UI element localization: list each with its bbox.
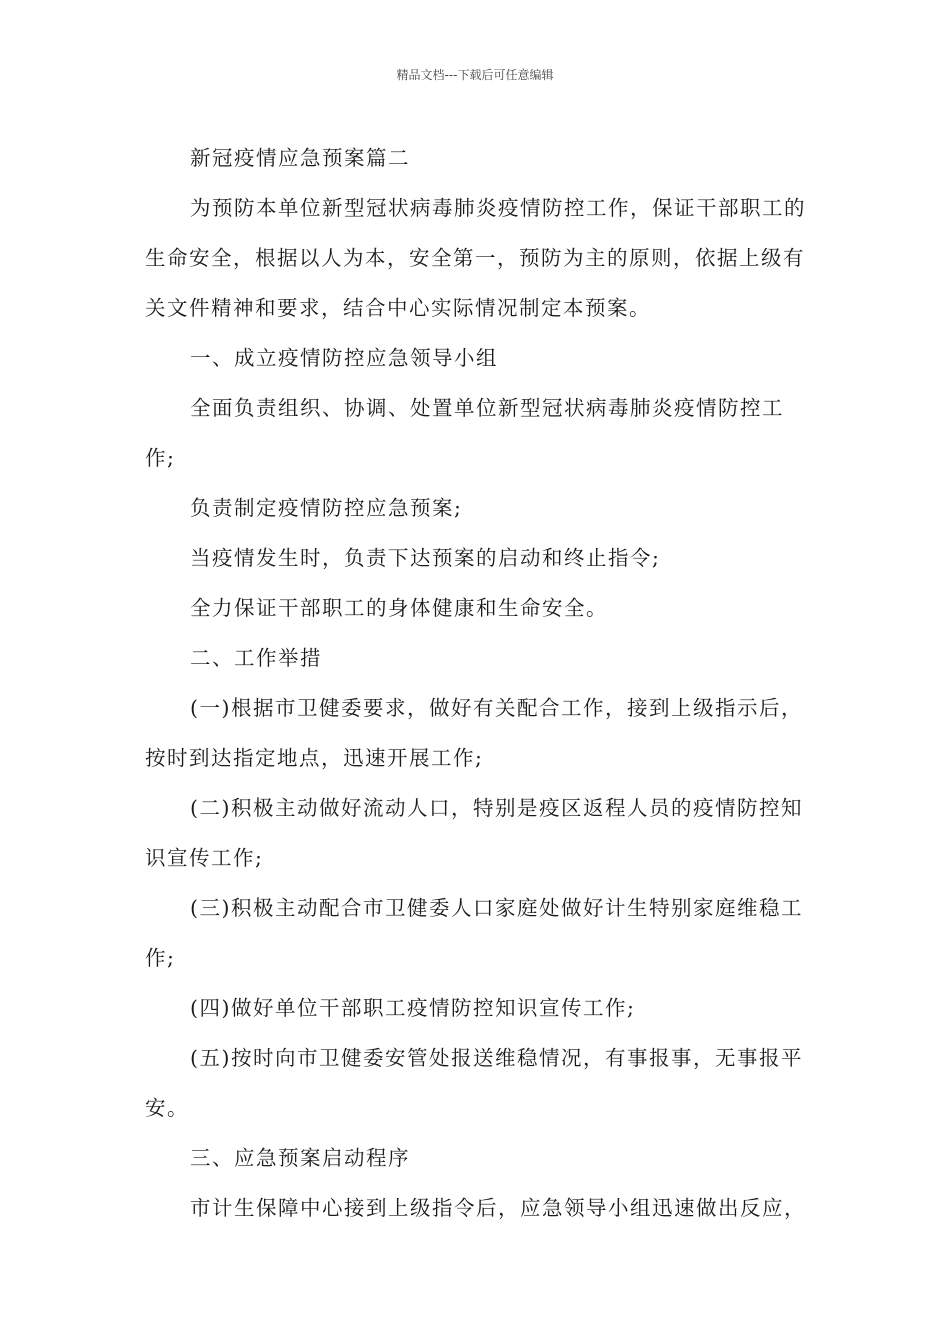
document-title: 新冠疫情应急预案篇二 xyxy=(190,146,410,170)
paragraph: 市计生保障中心接到上级指令后，应急领导小组迅速做出反应， xyxy=(190,1196,806,1220)
paragraph: 当疫情发生时，负责下达预案的启动和终止指令; xyxy=(190,546,661,570)
list-item: (二)积极主动做好流动人口，特别是疫区返程人员的疫情防控知识宣传工作; xyxy=(145,796,803,870)
list-item: (四)做好单位干部职工疫情防控知识宣传工作; xyxy=(190,996,636,1020)
document-body xyxy=(145,133,813,1233)
paragraph: 负责制定疫情防控应急预案; xyxy=(190,496,463,520)
list-item: (一)根据市卫健委要求，做好有关配合工作，接到上级指示后，按时到达指定地点，迅速开展工作; xyxy=(145,696,803,770)
list-item: (五)按时向市卫健委安管处报送维稳情况，有事报事，无事报平安。 xyxy=(145,1046,803,1120)
paragraph-intro: 为预防本单位新型冠状病毒肺炎疫情防控工作，保证干部职工的生命安全，根据以人为本，安全第一，预防为主的原则，依据上级有关文件精神和要求，结合中心实际情况制定本预案。 xyxy=(145,196,806,320)
list-item: (三)积极主动配合市卫健委人口家庭处做好计生特别家庭维稳工作; xyxy=(145,896,803,970)
paragraph: 全力保证干部职工的身体健康和生命安全。 xyxy=(190,596,608,620)
section-heading-3: 三、应急预案启动程序 xyxy=(190,1146,410,1170)
page-header-note: 精品文档---下载后可任意编辑 xyxy=(396,68,554,82)
paragraph: 全面负责组织、协调、处置单位新型冠状病毒肺炎疫情防控工作; xyxy=(145,396,784,470)
section-heading-2: 二、工作举措 xyxy=(190,646,322,670)
section-heading-1: 一、成立疫情防控应急领导小组 xyxy=(190,346,498,370)
